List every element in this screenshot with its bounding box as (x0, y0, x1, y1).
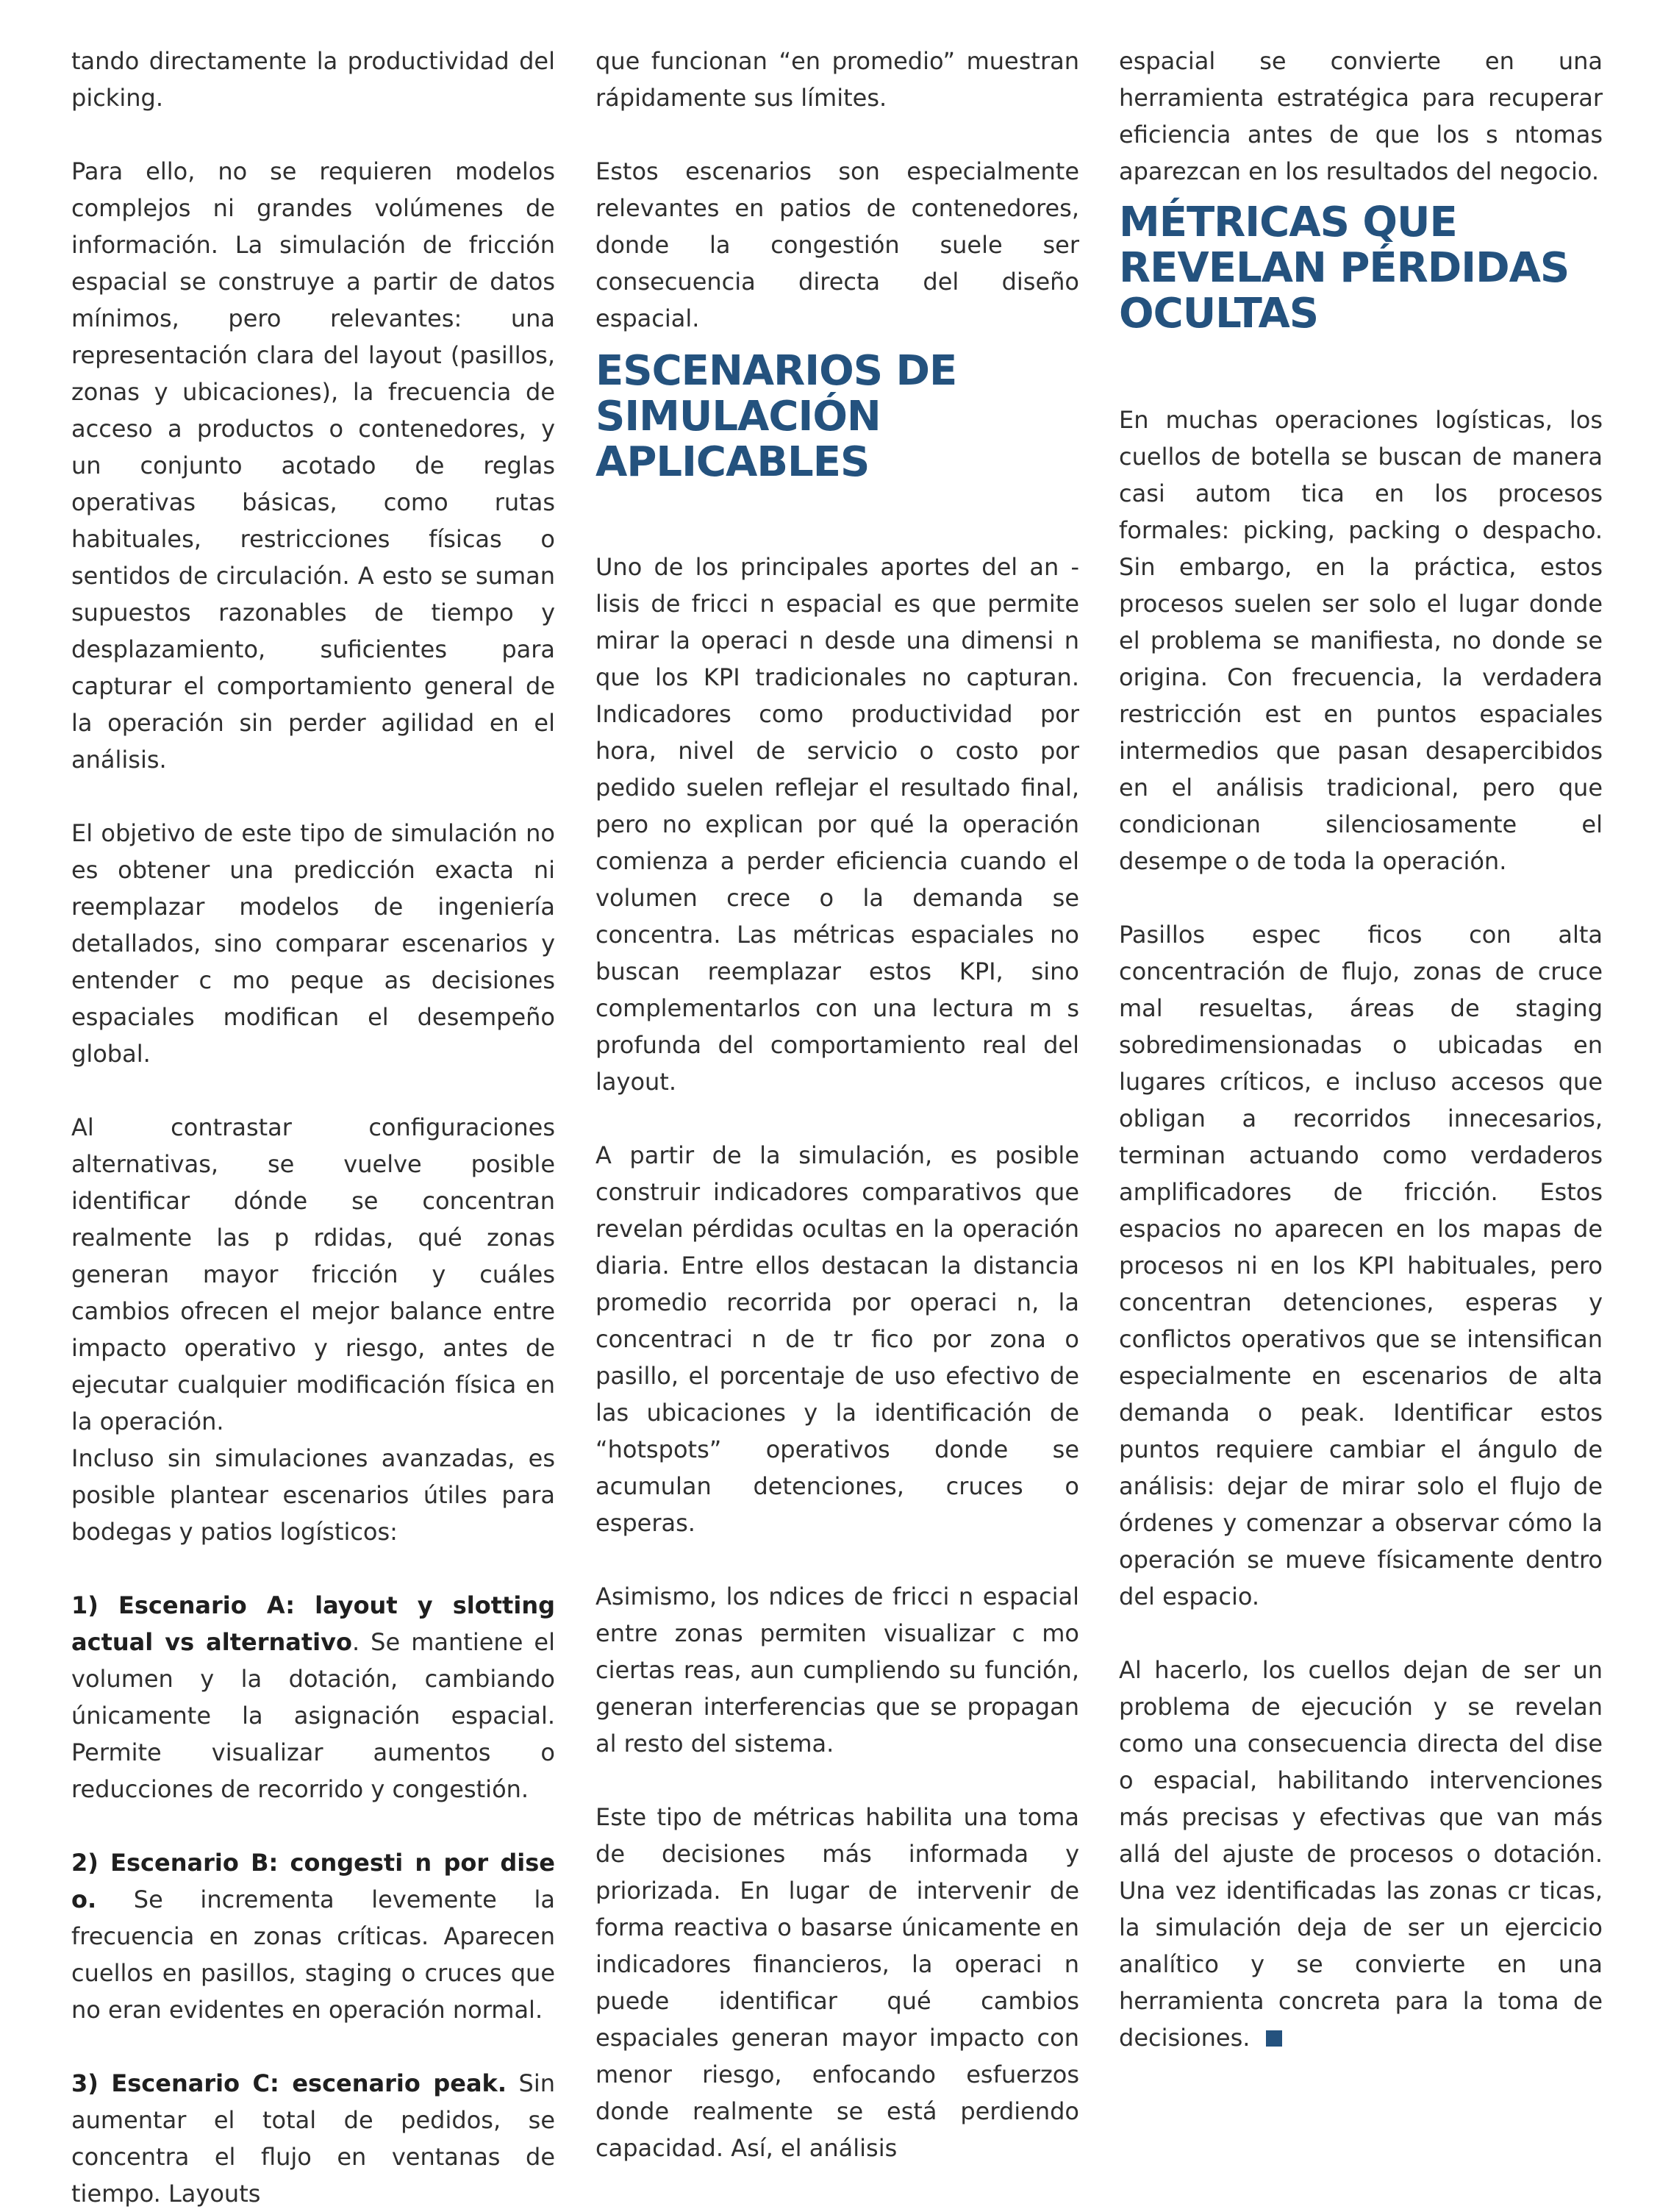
scenario-c-text: Sin aumentar el total de pedidos, se concentra el flujo en ventanas de tiempo. Layouts (71, 2069, 556, 2208)
scenario-c-title: 3) Escenario C: escenario peak. (71, 2069, 507, 2097)
end-of-article-square-icon (1266, 2030, 1282, 2047)
paragraph: Incluso sin simulaciones avanzadas, es posible plantear escenarios útiles para bodegas y patios logísticos: (71, 1444, 555, 1546)
scenario-a-title: 1) Escenario A: layout y slotting actual vs alternativo (71, 1591, 555, 1656)
paragraph: Asimismo, los ndices de fricci n espacial entre zonas permiten visualizar c mo ciertas reas, aun cumpliendo su función, generan interferencias que se propagan al resto del sistema. (595, 1583, 1079, 1758)
paragraph: que funcionan “en promedio” muestran rápidamente sus límites. (595, 47, 1079, 112)
paragraph: En muchas operaciones logísticas, los cuellos de botella se buscan de manera casi autom tica en los procesos formales: picking, packing o despacho. Sin embargo, en la práctica, estos procesos suelen ser solo el lugar donde el problema se manifiesta, no donde se origina. Con frecuencia, la verdadera restricción est en puntos espaciales intermedios que pasan desapercibidos en el análisis tradicional, pero que condicionan silenciosamente el desempe o de toda la operación. (1119, 406, 1603, 875)
scenario-b-text: Se incrementa levemente la frecuencia en zonas críticas. Aparecen cuellos en pasillos, staging o cruces que no eran evidentes en operación normal. (71, 1885, 555, 2024)
scenario-c (71, 2065, 555, 2212)
column-2 (595, 43, 1079, 2166)
column-3 (1119, 43, 1603, 2056)
paragraph: Para ello, no se requieren modelos complejos ni grandes volúmenes de información. La simulación de fricción espacial se construye a partir de datos mínimos, pero relevantes: una representación clara del layout (pasillos, zonas y ubicaciones), la frecuencia de acceso a productos o contenedores, y un conjunto acotado de reglas operativas básicas, como rutas habituales, restricciones físicas o sentidos de circulación. A esto se suman supuestos razonables de tiempo y desplazamiento, suficientes para capturar el comportamiento general de la operación sin perder agilidad en el análisis. (71, 157, 555, 774)
paragraph: tando directamente la productividad del picking. (71, 47, 555, 112)
section-heading-metricas: MÉTRICAS QUE REVELAN PÉRDIDAS OCULTAS (1119, 199, 1570, 338)
paragraph: Al contrastar configuraciones alternativas, se vuelve posible identificar dónde se concentran realmente las p rdidas, qué zonas generan mayor fricción y cuáles cambios ofrecen el mejor balance entre impacto operativo y riesgo, antes de ejecutar cualquier modificación física en la operación. (71, 1113, 555, 1435)
column-1 (71, 43, 555, 2212)
paragraph: Uno de los principales aportes del an -lisis de fricci n espacial es que permite mirar la operaci n desde una dimensi n que los KPI tradicionales no capturan. Indicadores como productividad por hora, nivel de servicio o costo por pedido suelen reflejar el resultado final, pero no explican por qué la operación comienza a perder eficiencia cuando el volumen crece o la demanda se concentra. Las métricas espaciales no buscan reemplazar estos KPI, sino complementarlos con una lectura m s profunda del comportamiento real del layout. (595, 553, 1079, 1096)
paragraph: A partir de la simulación, es posible construir indicadores comparativos que revelan pérdidas ocultas en la operación diaria. Entre ellos destacan la distancia promedio recorrida por operaci n, la concentraci n de tr fico por zona o pasillo, el porcentaje de uso efectivo de las ubicaciones y la identificación de “hotspots” operativos donde se acumulan detenciones, cruces o esperas. (595, 1141, 1079, 1537)
scenario-a (71, 1587, 555, 1808)
scenario-b-title: 2) Escenario B: congesti n por dise o. (71, 1849, 555, 1913)
closing-text: Al hacerlo, los cuellos dejan de ser un problema de ejecución y se revelan como una consecuencia directa del dise o espacial, habilitando intervenciones más precisas y efectivas que van más allá del ajuste de procesos o dotación. Una vez identificadas las zonas cr ticas, la simulación deja de ser un ejercicio analítico y se convierte en una herramienta concreta para la toma de decisiones. (1119, 1656, 1603, 2052)
section-heading-escenarios: ESCENARIOS DE SIMULACIÓN APLICABLES (595, 347, 957, 486)
scenario-a-text: . Se mantiene el volumen y la dotación, cambiando únicamente la asignación espacial. Permite visualizar aumentos o reducciones de recorrido y congestión. (71, 1628, 556, 1803)
paragraph: Estos escenarios son especialmente relevantes en patios de contenedores, donde la congestión suele ser consecuencia directa del diseño espacial. (595, 157, 1079, 332)
paragraph: espacial se convierte en una herramienta estratégica para recuperar eficiencia antes de que los s ntomas aparezcan en los resultados del negocio. (1119, 47, 1603, 185)
paragraph: Este tipo de métricas habilita una toma de decisiones más informada y priorizada. En lugar de intervenir de forma reactiva o basarse únicamente en indicadores financieros, la operaci n puede identificar qué cambios espaciales generan mayor impacto con menor riesgo, enfocando esfuerzos donde realmente se está perdiendo capacidad. Así, el análisis (595, 1803, 1079, 2162)
paragraph: Pasillos espec ficos con alta concentración de flujo, zonas de cruce mal resueltas, áreas de staging sobredimensionadas o ubicadas en lugares críticos, e incluso accesos que obligan a recorridos innecesarios, terminan actuando como verdaderos amplificadores de fricción. Estos espacios no aparecen en los mapas de procesos ni en los KPI habituales, pero concentran detenciones, esperas y conflictos operativos que se intensifican especialmente en escenarios de alta demanda o peak. Identificar estos puntos requiere cambiar el ángulo de análisis: dejar de mirar solo el flujo de órdenes y comenzar a observar cómo la operación se mueve físicamente dentro del espacio. (1119, 921, 1603, 1610)
closing-paragraph (1119, 1652, 1603, 2056)
scenario-b (71, 1844, 555, 2028)
paragraph: El objetivo de este tipo de simulación no es obtener una predicción exacta ni reemplazar modelos de ingeniería detallados, sino comparar escenarios y entender c mo peque as decisiones espaciales modifican el desempeño global. (71, 819, 555, 1068)
